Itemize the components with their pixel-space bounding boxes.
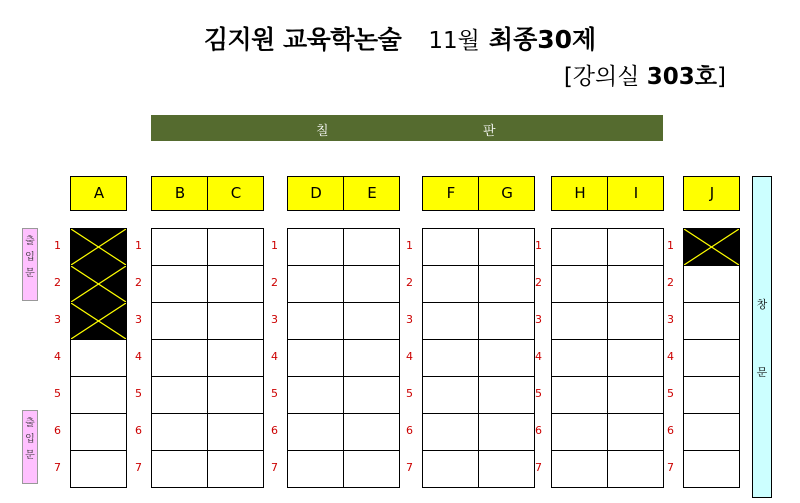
seat-b-4[interactable] bbox=[151, 339, 208, 377]
room-number: 303호 bbox=[646, 64, 718, 90]
row-number: 5 bbox=[135, 387, 142, 400]
column-header-b: B bbox=[174, 184, 186, 202]
entrance-label-char: 문 bbox=[25, 450, 35, 461]
row-number: 2 bbox=[667, 276, 674, 289]
seat-c-7[interactable] bbox=[207, 450, 264, 488]
page-title bbox=[0, 20, 800, 56]
seat-e-2[interactable] bbox=[343, 265, 400, 303]
row-number: 5 bbox=[54, 387, 61, 400]
column-header-c: C bbox=[230, 184, 242, 202]
row-number: 3 bbox=[135, 313, 142, 326]
seat-a-7[interactable] bbox=[70, 450, 127, 488]
seat-i-7[interactable] bbox=[607, 450, 664, 488]
seat-i-6[interactable] bbox=[607, 413, 664, 451]
column-header-group bbox=[151, 176, 264, 211]
row-number: 5 bbox=[406, 387, 413, 400]
blocked-cross-icon bbox=[71, 303, 126, 339]
seat-a-4[interactable] bbox=[70, 339, 127, 377]
entrance-door-top bbox=[22, 228, 38, 301]
row-number: 6 bbox=[406, 424, 413, 437]
blackboard-label-right: 판 bbox=[483, 124, 496, 139]
seat-f-5[interactable] bbox=[422, 376, 479, 414]
seat-c-6[interactable] bbox=[207, 413, 264, 451]
row-number: 3 bbox=[667, 313, 674, 326]
seat-g-5[interactable] bbox=[478, 376, 535, 414]
row-number: 7 bbox=[406, 461, 413, 474]
title-main: 김지원 교육학논술 bbox=[203, 25, 402, 54]
seat-f-6[interactable] bbox=[422, 413, 479, 451]
seat-g-2[interactable] bbox=[478, 265, 535, 303]
seat-e-3[interactable] bbox=[343, 302, 400, 340]
seat-h-4[interactable] bbox=[551, 339, 608, 377]
row-number: 2 bbox=[406, 276, 413, 289]
seat-d-6[interactable] bbox=[287, 413, 344, 451]
seat-h-5[interactable] bbox=[551, 376, 608, 414]
seat-d-1[interactable] bbox=[287, 228, 344, 266]
row-number: 5 bbox=[535, 387, 542, 400]
row-number: 6 bbox=[135, 424, 142, 437]
seat-b-5[interactable] bbox=[151, 376, 208, 414]
row-number: 4 bbox=[406, 350, 413, 363]
row-number: 4 bbox=[54, 350, 61, 363]
seat-j-1 bbox=[683, 228, 740, 266]
row-number: 1 bbox=[54, 239, 61, 252]
seat-i-5[interactable] bbox=[607, 376, 664, 414]
seat-b-7[interactable] bbox=[151, 450, 208, 488]
column-header-i: I bbox=[633, 184, 639, 202]
seat-i-3[interactable] bbox=[607, 302, 664, 340]
seat-e-7[interactable] bbox=[343, 450, 400, 488]
seat-h-2[interactable] bbox=[551, 265, 608, 303]
seat-j-6[interactable] bbox=[683, 413, 740, 451]
row-number: 6 bbox=[271, 424, 278, 437]
seat-f-4[interactable] bbox=[422, 339, 479, 377]
row-number: 4 bbox=[271, 350, 278, 363]
seat-d-2[interactable] bbox=[287, 265, 344, 303]
seat-f-7[interactable] bbox=[422, 450, 479, 488]
row-number: 7 bbox=[54, 461, 61, 474]
column-header-a: A bbox=[93, 184, 105, 202]
column-header-h: H bbox=[574, 184, 586, 202]
window-label-bottom: 문 bbox=[756, 366, 768, 379]
seat-b-1[interactable] bbox=[151, 228, 208, 266]
column-header-group bbox=[287, 176, 400, 211]
row-number: 7 bbox=[135, 461, 142, 474]
room-suffix: ] bbox=[717, 64, 726, 90]
row-number: 2 bbox=[535, 276, 542, 289]
column-header-divider bbox=[207, 177, 208, 210]
row-number: 1 bbox=[271, 239, 278, 252]
row-number: 2 bbox=[271, 276, 278, 289]
row-number: 3 bbox=[406, 313, 413, 326]
row-number: 1 bbox=[535, 239, 542, 252]
entrance-label-char: 입 bbox=[25, 434, 35, 445]
seat-a-2 bbox=[70, 265, 127, 303]
column-header-group bbox=[551, 176, 664, 211]
row-number: 5 bbox=[667, 387, 674, 400]
seat-d-5[interactable] bbox=[287, 376, 344, 414]
column-header-j: J bbox=[709, 184, 715, 202]
seat-d-4[interactable] bbox=[287, 339, 344, 377]
room-prefix: [강의실 bbox=[563, 64, 647, 90]
seat-f-2[interactable] bbox=[422, 265, 479, 303]
seat-e-4[interactable] bbox=[343, 339, 400, 377]
seat-j-7[interactable] bbox=[683, 450, 740, 488]
seat-j-4[interactable] bbox=[683, 339, 740, 377]
blocked-cross-icon bbox=[684, 229, 739, 265]
seat-f-3[interactable] bbox=[422, 302, 479, 340]
row-number: 7 bbox=[535, 461, 542, 474]
seat-b-2[interactable] bbox=[151, 265, 208, 303]
seat-a-1 bbox=[70, 228, 127, 266]
seat-f-1[interactable] bbox=[422, 228, 479, 266]
row-number: 4 bbox=[135, 350, 142, 363]
seat-g-4[interactable] bbox=[478, 339, 535, 377]
seat-c-3[interactable] bbox=[207, 302, 264, 340]
row-number: 2 bbox=[54, 276, 61, 289]
row-number: 4 bbox=[535, 350, 542, 363]
seat-h-6[interactable] bbox=[551, 413, 608, 451]
column-header-divider bbox=[607, 177, 608, 210]
seat-c-2[interactable] bbox=[207, 265, 264, 303]
seat-h-7[interactable] bbox=[551, 450, 608, 488]
seat-c-4[interactable] bbox=[207, 339, 264, 377]
seat-g-6[interactable] bbox=[478, 413, 535, 451]
row-number: 6 bbox=[667, 424, 674, 437]
seat-i-2[interactable] bbox=[607, 265, 664, 303]
window-label-top: 창 bbox=[756, 298, 768, 311]
seat-b-3[interactable] bbox=[151, 302, 208, 340]
row-number: 7 bbox=[271, 461, 278, 474]
title-exam: 최종30제 bbox=[488, 25, 597, 54]
column-header-d: D bbox=[310, 184, 322, 202]
row-number: 1 bbox=[667, 239, 674, 252]
blocked-cross-icon bbox=[71, 229, 126, 265]
column-header-f: F bbox=[446, 184, 456, 202]
seat-d-7[interactable] bbox=[287, 450, 344, 488]
row-number: 6 bbox=[54, 424, 61, 437]
column-header-group bbox=[422, 176, 535, 211]
room-label bbox=[564, 58, 726, 91]
seat-b-6[interactable] bbox=[151, 413, 208, 451]
column-header-divider bbox=[478, 177, 479, 210]
entrance-label-char: 출 bbox=[25, 236, 35, 247]
seat-j-2[interactable] bbox=[683, 265, 740, 303]
column-header-e: E bbox=[367, 184, 377, 202]
row-number: 7 bbox=[667, 461, 674, 474]
seat-g-1[interactable] bbox=[478, 228, 535, 266]
row-number: 1 bbox=[135, 239, 142, 252]
row-number: 3 bbox=[271, 313, 278, 326]
column-header-group bbox=[70, 176, 127, 211]
window-door bbox=[752, 176, 772, 498]
seat-d-3[interactable] bbox=[287, 302, 344, 340]
entrance-label-char: 출 bbox=[25, 418, 35, 429]
seat-c-1[interactable] bbox=[207, 228, 264, 266]
seat-g-7[interactable] bbox=[478, 450, 535, 488]
row-number: 6 bbox=[535, 424, 542, 437]
seat-h-3[interactable] bbox=[551, 302, 608, 340]
row-number: 4 bbox=[667, 350, 674, 363]
seat-g-3[interactable] bbox=[478, 302, 535, 340]
seat-i-1[interactable] bbox=[607, 228, 664, 266]
row-number: 5 bbox=[271, 387, 278, 400]
row-number: 2 bbox=[135, 276, 142, 289]
row-number: 3 bbox=[535, 313, 542, 326]
blocked-cross-icon bbox=[71, 266, 126, 302]
column-header-group bbox=[683, 176, 740, 211]
entrance-label-char: 문 bbox=[25, 268, 35, 279]
title-month: 11월 bbox=[428, 28, 480, 54]
seat-e-1[interactable] bbox=[343, 228, 400, 266]
seat-a-3 bbox=[70, 302, 127, 340]
blackboard-label-left: 칠 bbox=[316, 124, 329, 139]
seat-a-5[interactable] bbox=[70, 376, 127, 414]
column-header-g: G bbox=[501, 184, 513, 202]
column-header-divider bbox=[343, 177, 344, 210]
row-number: 3 bbox=[54, 313, 61, 326]
entrance-door-bottom bbox=[22, 410, 38, 484]
blackboard bbox=[151, 115, 663, 141]
seat-j-5[interactable] bbox=[683, 376, 740, 414]
seat-h-1[interactable] bbox=[551, 228, 608, 266]
seat-e-6[interactable] bbox=[343, 413, 400, 451]
entrance-label-char: 입 bbox=[25, 252, 35, 263]
seat-i-4[interactable] bbox=[607, 339, 664, 377]
seat-e-5[interactable] bbox=[343, 376, 400, 414]
row-number: 1 bbox=[406, 239, 413, 252]
seat-a-6[interactable] bbox=[70, 413, 127, 451]
seat-c-5[interactable] bbox=[207, 376, 264, 414]
seat-j-3[interactable] bbox=[683, 302, 740, 340]
